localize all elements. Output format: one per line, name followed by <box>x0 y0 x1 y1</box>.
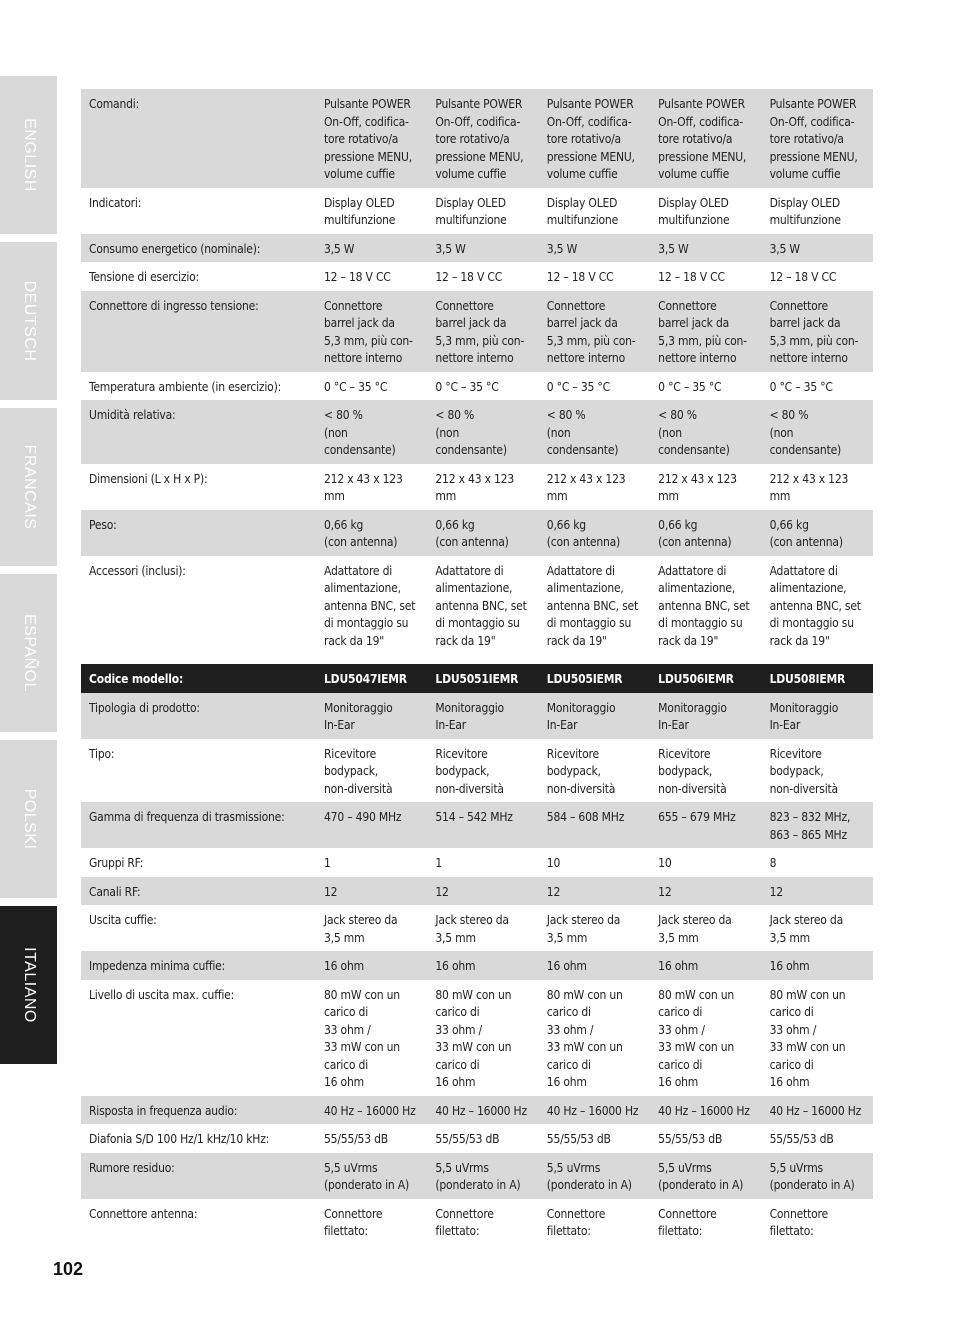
cell-value: 584 – 608 MHz <box>539 802 650 848</box>
cell-value: 3,5 W <box>316 234 427 263</box>
cell-value: Adattatore di alimentazione, antenna BNC, set di montaggio su rack da 19" <box>546 563 639 648</box>
row-label: Indicatori: <box>89 195 142 210</box>
cell-value: Display OLED multifunzione <box>324 195 396 227</box>
cell-value: 212 x 43 x 123 mm <box>769 471 849 503</box>
cell-value: Display OLED multifunzione <box>769 195 841 227</box>
table-row <box>81 291 873 372</box>
table-row <box>81 905 873 951</box>
row-label: Dimensioni (L x H x P): <box>89 471 208 486</box>
cell-value: Adattatore di alimentazione, antenna BNC, set di montaggio su rack da 19" <box>324 563 416 648</box>
tab-label: FRANCAIS <box>20 444 38 530</box>
cell-value: Monitoraggio In-Ear <box>427 693 538 739</box>
row-label: Tipo: <box>89 746 115 761</box>
cell-value: 40 Hz – 16000 Hz <box>316 1096 427 1125</box>
row-label: Peso: <box>81 510 316 556</box>
cell-value: Connettore filettato: <box>658 1206 717 1238</box>
cell-value: 655 – 679 MHz <box>650 802 761 848</box>
row-label: Uscita cuffie: <box>89 913 157 927</box>
cell-value: 16 ohm <box>316 951 427 980</box>
cell-value: 0,66 kg (con antenna) <box>539 510 650 556</box>
row-label: Connettore di ingresso tensione: <box>81 291 316 372</box>
cell-value: 212 x 43 x 123 mm <box>546 471 626 503</box>
tab-deutsch[interactable] <box>0 242 57 400</box>
row-label: Umidità relativa: <box>81 400 316 464</box>
cell-value: < 80 % (non condensante) <box>539 400 650 464</box>
cell-value: Pulsante POWER On-Off, codifica- tore rotativo/a pressione MENU, volume cuffie <box>316 89 427 188</box>
cell-value: 12 – 18 V CC <box>769 270 837 284</box>
cell-value: Monitoraggio In-Ear <box>539 693 650 739</box>
cell-value: Monitoraggio In-Ear <box>762 693 873 739</box>
cell-value: 55/55/53 dB <box>435 1132 500 1146</box>
cell-value: Ricevitore bodypack, non-diversità <box>658 746 727 796</box>
cell-value: LDU506IEMR <box>650 664 761 693</box>
spec-table-models-body <box>81 664 873 1245</box>
cell-value: Connettore barrel jack da 5,3 mm, più con- nettore interno <box>539 291 650 372</box>
cell-value: 55/55/53 dB <box>546 1132 611 1146</box>
cell-value: Jack stereo da 3,5 mm <box>435 913 509 945</box>
cell-value: 5,5 uVrms (ponderato in A) <box>427 1153 538 1199</box>
cell-value: 5,5 uVrms (ponderato in A) <box>762 1153 873 1199</box>
table-row <box>81 951 873 980</box>
cell-value: Monitoraggio In-Ear <box>650 693 761 739</box>
table-row <box>81 510 873 556</box>
row-label: Codice modello: <box>81 664 316 693</box>
cell-value: Pulsante POWER On-Off, codifica- tore rotativo/a pressione MENU, volume cuffie <box>650 89 761 188</box>
cell-value: 470 – 490 MHz <box>316 802 427 848</box>
cell-value: 55/55/53 dB <box>658 1132 723 1146</box>
cell-value: Connettore barrel jack da 5,3 mm, più con- nettore interno <box>762 291 873 372</box>
cell-value: Pulsante POWER On-Off, codifica- tore rotativo/a pressione MENU, volume cuffie <box>539 89 650 188</box>
cell-value: 212 x 43 x 123 mm <box>435 471 515 503</box>
cell-value: < 80 % (non condensante) <box>650 400 761 464</box>
row-label: Diafonia S/D 100 Hz/1 kHz/10 kHz: <box>89 1132 270 1146</box>
cell-value: Display OLED multifunzione <box>546 195 619 227</box>
cell-value: 0 °C – 35 °C <box>769 379 833 394</box>
cell-value: 12 – 18 V CC <box>435 270 503 284</box>
tab-label: ENGLISH <box>20 118 38 192</box>
cell-value: 0 °C – 35 °C <box>324 379 388 394</box>
cell-value: Connettore filettato: <box>324 1206 383 1238</box>
cell-value: Pulsante POWER On-Off, codifica- tore rotativo/a pressione MENU, volume cuffie <box>427 89 538 188</box>
cell-value: 3,5 W <box>650 234 761 263</box>
tab-label: POLSKI <box>20 788 38 850</box>
cell-value: 0,66 kg (con antenna) <box>316 510 427 556</box>
cell-value: 0,66 kg (con antenna) <box>427 510 538 556</box>
cell-value: Display OLED multifunzione <box>435 195 507 227</box>
cell-value: 514 – 542 MHz <box>427 802 538 848</box>
cell-value: Ricevitore bodypack, non-diversità <box>769 746 838 796</box>
cell-value: Connettore barrel jack da 5,3 mm, più con- nettore interno <box>316 291 427 372</box>
cell-value: LDU5047IEMR <box>316 664 427 693</box>
row-label: Tensione di esercizio: <box>89 270 199 284</box>
cell-value: < 80 % (non condensante) <box>762 400 873 464</box>
row-label: Connettore antenna: <box>89 1206 198 1221</box>
cell-value: 3,5 W <box>539 234 650 263</box>
cell-value: 40 Hz – 16000 Hz <box>650 1096 761 1125</box>
cell-value: Jack stereo da 3,5 mm <box>324 913 398 945</box>
cell-value: Connettore filettato: <box>769 1206 828 1238</box>
cell-value: < 80 % (non condensante) <box>427 400 538 464</box>
row-label: Canali RF: <box>81 877 316 906</box>
cell-value: Pulsante POWER On-Off, codifica- tore rotativo/a pressione MENU, volume cuffie <box>762 89 873 188</box>
cell-value: 16 ohm <box>650 951 761 980</box>
row-label: Temperatura ambiente (in esercizio): <box>89 379 282 394</box>
cell-value: 80 mW con un carico di 33 ohm / 33 mW con un carico di 16 ohm <box>769 987 846 1089</box>
tab-english[interactable] <box>0 76 57 234</box>
cell-value: 16 ohm <box>762 951 873 980</box>
row-label: Comandi: <box>81 89 316 188</box>
table-row <box>81 1124 873 1153</box>
table-row <box>81 372 873 401</box>
cell-value: LDU505IEMR <box>539 664 650 693</box>
cell-value: 80 mW con un carico di 33 ohm / 33 mW con un carico di 16 ohm <box>324 987 400 1089</box>
cell-value: Display OLED multifunzione <box>658 195 730 227</box>
cell-value: Ricevitore bodypack, non-diversità <box>546 746 616 796</box>
cell-value: 12 – 18 V CC <box>546 270 614 284</box>
cell-value: Jack stereo da 3,5 mm <box>546 913 621 945</box>
cell-value: 10 <box>546 856 561 870</box>
spec-table-general-body <box>81 89 873 654</box>
row-label: Accessori (inclusi): <box>89 563 186 578</box>
row-label: Rumore residuo: <box>81 1153 316 1199</box>
cell-value: 10 <box>658 856 672 870</box>
spec-table-general <box>81 89 873 654</box>
spec-table-models <box>81 664 873 1245</box>
cell-value: 12 – 18 V CC <box>324 270 391 284</box>
cell-value: 16 ohm <box>539 951 650 980</box>
cell-value: Ricevitore bodypack, non-diversità <box>324 746 393 796</box>
cell-value: Adattatore di alimentazione, antenna BNC, set di montaggio su rack da 19" <box>769 563 861 648</box>
tab-polski[interactable] <box>0 740 57 898</box>
table-row <box>81 89 873 188</box>
cell-value: 80 mW con un carico di 33 ohm / 33 mW con un carico di 16 ohm <box>658 987 735 1089</box>
cell-value: 5,5 uVrms (ponderato in A) <box>539 1153 650 1199</box>
cell-value: Jack stereo da 3,5 mm <box>658 913 732 945</box>
cell-value: 55/55/53 dB <box>769 1132 834 1146</box>
cell-value: 0,66 kg (con antenna) <box>762 510 873 556</box>
cell-value: 16 ohm <box>427 951 538 980</box>
tab-label: ITALIANO <box>20 947 38 1023</box>
cell-value: 12 – 18 V CC <box>658 270 725 284</box>
cell-value: 40 Hz – 16000 Hz <box>427 1096 538 1125</box>
page-number: 102 <box>53 1259 84 1279</box>
row-label: Livello di uscita max. cuffie: <box>89 987 235 1002</box>
cell-value: Ricevitore bodypack, non-diversità <box>435 746 504 796</box>
tab-label: DEUTSCH <box>20 280 38 362</box>
cell-value: 5,5 uVrms (ponderato in A) <box>316 1153 427 1199</box>
table-row <box>81 739 873 803</box>
cell-value: Connettore filettato: <box>435 1206 494 1238</box>
table-row <box>81 1096 873 1125</box>
row-label: Consumo energetico (nominale): <box>81 234 316 263</box>
cell-value: 55/55/53 dB <box>324 1132 388 1146</box>
cell-value: 8 <box>769 856 777 870</box>
cell-value: 40 Hz – 16000 Hz <box>762 1096 873 1125</box>
table-row <box>81 1199 873 1245</box>
cell-value: 212 x 43 x 123 mm <box>324 471 403 503</box>
cell-value: 80 mW con un carico di 33 ohm / 33 mW con un carico di 16 ohm <box>546 987 623 1089</box>
cell-value: Connettore barrel jack da 5,3 mm, più con- nettore interno <box>427 291 538 372</box>
tab-espanol[interactable] <box>0 574 57 732</box>
row-label: Tipologia di prodotto: <box>81 693 316 739</box>
table-row <box>81 464 873 510</box>
tab-francais[interactable] <box>0 408 57 566</box>
cell-value: 1 <box>435 856 443 870</box>
table-row <box>81 980 873 1096</box>
cell-value: 12 <box>427 877 538 906</box>
cell-value: Jack stereo da 3,5 mm <box>769 913 843 945</box>
cell-value: 80 mW con un carico di 33 ohm / 33 mW con un carico di 16 ohm <box>435 987 512 1089</box>
cell-value: Monitoraggio In-Ear <box>316 693 427 739</box>
tab-italiano[interactable] <box>0 906 57 1064</box>
table-row <box>81 802 873 848</box>
table-row <box>81 556 873 655</box>
table-row <box>81 693 873 739</box>
cell-value: 3,5 W <box>762 234 873 263</box>
row-label: Risposta in frequenza audio: <box>81 1096 316 1125</box>
cell-value: Adattatore di alimentazione, antenna BNC, set di montaggio su rack da 19" <box>658 563 750 648</box>
cell-value: 0 °C – 35 °C <box>546 379 610 394</box>
cell-value: 0,66 kg (con antenna) <box>650 510 761 556</box>
cell-value: 12 <box>316 877 427 906</box>
table-row <box>81 188 873 234</box>
cell-value: 1 <box>324 856 331 870</box>
cell-value: 0 °C – 35 °C <box>658 379 722 394</box>
cell-value: 212 x 43 x 123 mm <box>658 471 737 503</box>
table-row <box>81 262 873 291</box>
row-label: Impedenza minima cuffie: <box>81 951 316 980</box>
cell-value: 12 <box>650 877 761 906</box>
cell-value: 5,5 uVrms (ponderato in A) <box>650 1153 761 1199</box>
row-label: Gamma di frequenza di trasmissione: <box>81 802 316 848</box>
cell-value: 823 – 832 MHz, 863 – 865 MHz <box>762 802 873 848</box>
cell-value: 12 <box>539 877 650 906</box>
cell-value: LDU508IEMR <box>762 664 873 693</box>
cell-value: Adattatore di alimentazione, antenna BNC, set di montaggio su rack da 19" <box>435 563 527 648</box>
cell-value: < 80 % (non condensante) <box>316 400 427 464</box>
cell-value: 40 Hz – 16000 Hz <box>539 1096 650 1125</box>
table-row <box>81 400 873 464</box>
table-row <box>81 1153 873 1199</box>
cell-value: LDU5051IEMR <box>427 664 538 693</box>
cell-value: Connettore filettato: <box>546 1206 606 1238</box>
row-label: Gruppi RF: <box>89 856 144 870</box>
table-row <box>81 234 873 263</box>
cell-value: 0 °C – 35 °C <box>435 379 499 394</box>
cell-value: 12 <box>762 877 873 906</box>
cell-value: Connettore barrel jack da 5,3 mm, più con- nettore interno <box>650 291 761 372</box>
tab-label: ESPAÑOL <box>20 614 38 692</box>
table-row <box>81 664 873 693</box>
cell-value: 3,5 W <box>427 234 538 263</box>
language-sidebar <box>0 76 57 1072</box>
table-row <box>81 848 873 877</box>
table-row <box>81 877 873 906</box>
